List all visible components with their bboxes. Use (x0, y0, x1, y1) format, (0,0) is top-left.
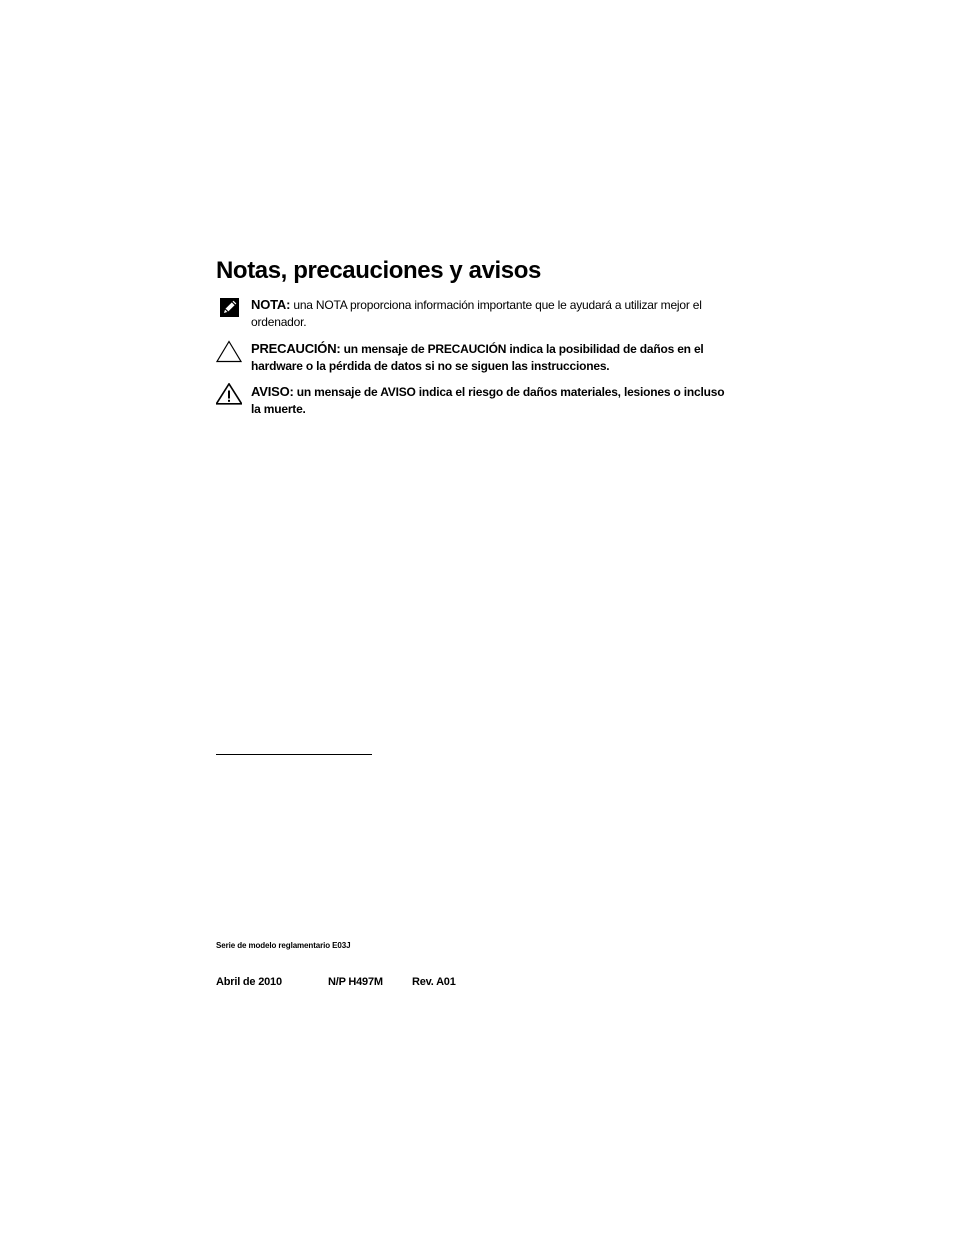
warning-notice (216, 383, 726, 419)
footnote-divider (216, 754, 372, 755)
note-text (251, 296, 729, 331)
page-title: Notas, precauciones y avisos (216, 257, 541, 284)
caution-text (251, 340, 729, 375)
warning-text (251, 383, 729, 418)
warning-exclamation-icon (216, 383, 242, 409)
regulatory-model: Serie de modelo reglamentario E03J (216, 941, 351, 950)
caution-body: un mensaje de PRECAUCIÓN indica la posibilidad de daños en el hardware o la pérdida de datos si no se siguen las instrucciones. (251, 342, 704, 373)
note-body: una NOTA proporciona información importante que le ayudará a utilizar mejor el ordenador. (251, 298, 702, 329)
note-notice (216, 296, 726, 332)
note-label: NOTA: (251, 297, 291, 312)
caution-label: PRECAUCIÓN: (251, 341, 341, 356)
footer-part-number: N/P H497M (328, 976, 383, 988)
caution-triangle-icon (216, 340, 242, 366)
warning-label: AVISO: (251, 384, 294, 399)
caution-notice (216, 340, 726, 376)
footer-date: Abril de 2010 (216, 976, 282, 988)
warning-body: un mensaje de AVISO indica el riesgo de daños materiales, lesiones o incluso la muerte. (251, 385, 725, 416)
pencil-note-icon (216, 296, 242, 322)
footer-revision: Rev. A01 (412, 976, 456, 988)
